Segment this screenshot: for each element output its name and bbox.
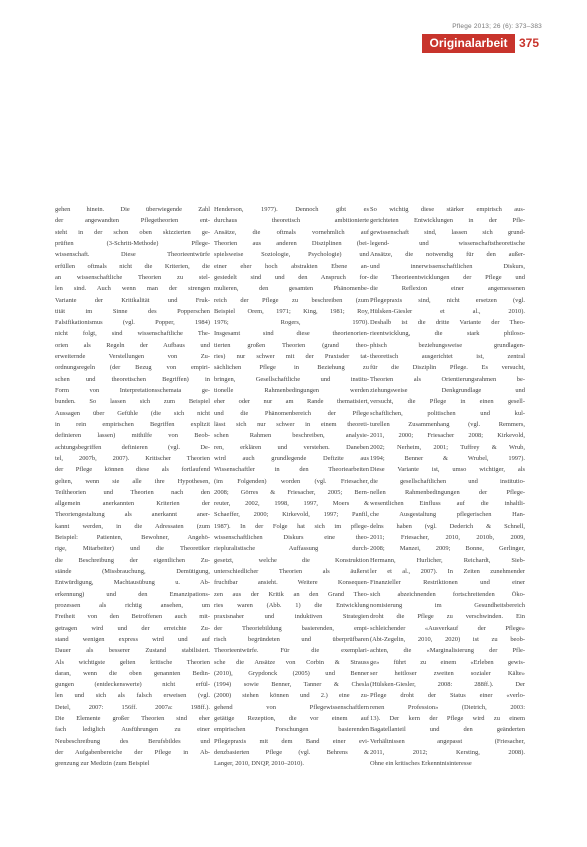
text-line: prüften (3-Schritt-Methode) Pflege-	[55, 239, 210, 247]
text-line: tierten großen Theorien (grand theo-	[214, 341, 369, 349]
text-line: getätige Rezeption, die vor einem auf	[214, 715, 369, 723]
text-line: erkennung) und den Emanzipations-	[55, 590, 210, 598]
text-line: und innerwissenschaftlichen Diskurs,	[370, 262, 525, 270]
text-line: 2011; Friesacher, 2010, 2010b, 2009,	[370, 534, 525, 542]
text-line: Diese Variante ist, umso wichtiger, als	[370, 466, 525, 474]
text-line: Schaeffer, 2000; Kirkevold, 1997; Panfil,	[214, 511, 369, 519]
text-line: 2008; Manzei, 2009; Bonne, Gerlinger,	[370, 545, 525, 553]
text-line: durchaus theoretisch ambitionierte	[214, 217, 369, 225]
text-line: ge» führt zu einem «Erleben gewis-	[370, 658, 525, 666]
text-line: schen Rahmen beschreiben, analysie-	[214, 432, 369, 440]
text-line: 2008; Görres & Friesacher, 2005; Bern-	[214, 488, 369, 496]
text-line: schleichender «Ausverkauf der Pflege»	[370, 624, 525, 632]
text-line: Falsifikationismus (vgl. Popper, 1984)	[55, 319, 210, 327]
text-column-3	[370, 204, 525, 770]
text-line: fach lediglich Ausführungen zu einer	[55, 726, 210, 734]
text-line: Beispiel: Patienten, Bewohner, Angehö-	[55, 534, 210, 542]
text-line: Pflegepraxis sind, nicht ersetzen (vgl.	[370, 296, 525, 304]
text-line: Bagatellanteil und den geänderten	[370, 726, 525, 734]
text-line: stand wenigen express wird und auf	[55, 635, 210, 643]
text-line: Beispiel Orem, 1971; King, 1981; Roy,	[214, 307, 369, 315]
text-line: gelten, wenn sie alle ihre Hypothesen,	[55, 477, 210, 485]
text-line: 1994; Benner & Wrubel, 1997).	[370, 454, 525, 462]
text-line: Detel, 2007: 156ff. 2007a: 198ff.).	[55, 703, 210, 711]
text-line: steht in der schon oben skizzierten ge-	[55, 228, 210, 236]
text-line: die Reflexion einer angemessenen	[370, 285, 525, 293]
text-line: bringen, Gesellschaftliche und institu-	[214, 375, 369, 383]
text-line: der Aufgabenbereiche der Pflege in Ab-	[55, 749, 210, 756]
text-line: Teiltheorien und Theorien nach den	[55, 488, 210, 496]
text-line: So wichtig diese stärker empirisch aus-	[370, 206, 525, 213]
text-line: rige, Mitarbeiter) und die Theoretiker	[55, 545, 210, 553]
text-line: der angewandten Pflegetheorien ent-	[55, 217, 210, 225]
text-line: Als wichtigste gelten kritische Theorien	[55, 658, 210, 666]
text-line: 2002; Nerheim, 2001; Tuffrey & Wrub,	[370, 443, 525, 451]
text-line: gungen (entdeckenswerte) nicht erfül-	[55, 681, 210, 689]
text-line: und die Phänomenbereich der Pflege	[214, 409, 369, 417]
text-line: ries waren (Abb. 1) die Entwicklung	[214, 601, 369, 609]
text-line: Neubeschreibung des Berufsbildes und	[55, 737, 210, 745]
text-line: nomisierung im Gesundheitsbereich	[370, 601, 525, 609]
text-line: droht die Pflege zu verschwinden. Ein	[370, 613, 525, 621]
text-line: Theorien aus anderen Disziplinen (bei-	[214, 239, 369, 247]
text-line: Ansätze, die notwendig für den außer-	[370, 251, 525, 259]
text-line: nicht folgt, sind wissenschaftliche The-	[55, 330, 210, 338]
text-line: turellen Zusammenhang (vgl. Remmers,	[370, 420, 525, 428]
text-line: Hülsken-Giesler et al., 2010).	[370, 307, 525, 315]
text-line: Freiheit von den Betroffenen auch mit-	[55, 613, 210, 621]
text-line: 13). Der kern der Pflege wird zu einem	[370, 715, 525, 723]
text-line: mulieren, den gesamten Phänomenbe-	[214, 285, 369, 293]
text-line: (im Folgenden) worden (vgl. Friesacher,	[214, 477, 369, 485]
text-line: Aussagen über Gefühle (die sich nicht	[55, 409, 210, 417]
text-line: an wissenschaftliche Theorien zu stel-	[55, 273, 210, 281]
text-line: schen und theoretischen Begriffen) in	[55, 375, 210, 383]
text-line: Insgesamt sind diese theorienorien-	[214, 330, 369, 338]
text-line: Pflege droht der Status einer «verlo-	[370, 692, 525, 700]
text-line: rieentwicklung, die stark philoso-	[370, 330, 525, 338]
text-line: die Beschreibung der eigentlichen Zu-	[55, 556, 210, 564]
text-line: (2010), Grypdonck (2005) und Benner	[214, 669, 369, 677]
text-line: die gesellschaftlichen und institutio-	[370, 477, 525, 485]
text-line: che Ausgestaltung pflegerischen Han-	[370, 511, 525, 519]
text-line: bunden. So lassen sich zum Beispiel	[55, 398, 210, 406]
text-line: gerichteten Entwicklungen in der Pfle-	[370, 217, 525, 225]
text-line: tionelle Rahmenbedingungen werden	[214, 387, 369, 394]
text-line: Hermann, Hurlicher, Reichardt, Sieb-	[370, 556, 525, 564]
text-line: empirischen Forschungen basierenden	[214, 726, 369, 734]
text-line: achtungsbegriffen definieren (vgl. De-	[55, 443, 210, 451]
text-line: (1994) sowie Benner, Tanner & Chesla	[214, 681, 369, 689]
text-line: Wissenschaftler in den Theoriearbeiten	[214, 466, 369, 474]
text-line: nellen Rahmenbedingungen der Pflege-	[370, 488, 525, 496]
text-line: Form von Interpretationsschemata ge-	[55, 387, 210, 394]
text-line: len sind. Auch wenn man der strengen	[55, 285, 210, 293]
text-line: tität im Sinne des Popperschen	[55, 307, 210, 315]
text-line: Dauer als besserer Zustand stabilisiert.	[55, 647, 210, 655]
text-line: Verhältnissen angepasst (Friesacher,	[370, 737, 525, 745]
text-line: erweiternde Verstellungen von Zu-	[55, 353, 210, 361]
text-line: der Pflege können diese als fortlaufend	[55, 466, 210, 474]
text-line: lässt sich nur schwer in einem theoreti-	[214, 420, 369, 428]
text-line: wissenschaftlichen Diskurs eine theo-	[214, 534, 369, 542]
text-line: sich abzeichnenden fortschreitenden Öko-	[370, 590, 525, 598]
text-line: Variante der Kritikalität und Fruk-	[55, 296, 210, 304]
page-number: 375	[519, 36, 540, 50]
text-line: ries) nur schwer mit der Praxisder tat-	[214, 353, 369, 361]
text-line: Deshalb ist die dritte Variante der Theo-	[370, 319, 525, 327]
text-line: fruchtbar ansieht. Weitere Konsequen-	[214, 579, 369, 587]
text-line: versucht, die Pflege in einen gesell-	[370, 398, 525, 406]
text-line: achten, die «Marginalisierung der Pfle-	[370, 647, 525, 655]
text-line: schaftlichen, politischen und kul-	[370, 409, 525, 417]
text-line: reuter, 2002, 1998, 1997, Moers &	[214, 500, 369, 508]
text-line: gesiedelt sind und den Anspruch for-	[214, 273, 369, 281]
text-line: Theorien als Orientierungsrahmen be-	[370, 375, 525, 383]
text-line: Pflegepraxis mit dem Band einer evi-	[214, 737, 369, 745]
text-line: Theorieentwürfe. Für die exemplari-	[214, 647, 369, 655]
text-line: wird auch grundlegende Defizite aus	[214, 454, 369, 462]
text-line: spielsweise Soziologie, Psychologie) und	[214, 251, 369, 259]
text-line: die Theorieentwicklungen der Pflege und	[370, 273, 525, 281]
text-line: prozessen als richtig ansehen, um	[55, 601, 210, 609]
text-line: erfüllen oftmals nicht die Kriterien, die	[55, 262, 210, 270]
text-line: Finanzieller Restriktionen und einer	[370, 579, 525, 587]
text-line: definieren lassen) mithilfe von Beob-	[55, 432, 210, 440]
text-line: eher oder nur am Rande thematisiert,	[214, 398, 369, 406]
text-line: der Theoriebildung basierenden, empi-	[214, 624, 369, 632]
text-line: theoretisch ausgerichtet ist, zentral	[370, 353, 525, 361]
text-line: Die Elemente großer Theorien sind eher	[55, 715, 210, 723]
text-line: ren, erklären und verstehen. Daneben	[214, 443, 369, 451]
text-line: Entwürdigung, Machtausübung u. Ab-	[55, 579, 210, 587]
section-tag: Originalarbeit	[422, 34, 515, 53]
text-column-2	[214, 204, 369, 770]
text-line: 1987). In der Folge hat sich im pflege-	[214, 522, 369, 530]
text-line: (2000) stehen können und 2.) eine zu-	[214, 692, 369, 700]
text-line: unterschiedlicher Theorien als äußerst	[214, 568, 369, 575]
text-line: reich der Pflege zu beschreiben (zum	[214, 296, 369, 304]
text-line: ler et al., 2007). In Zeiten zunehmender	[370, 568, 525, 575]
text-line: wesentlichen Einfluss auf die inhaltli-	[370, 500, 525, 508]
text-line: gehen hinein. Die überwiegende Zahl	[55, 206, 210, 213]
text-line: legend- und wissenschaftstheoretische	[370, 239, 525, 247]
text-column-1	[55, 204, 210, 770]
text-line: kannt werden, in die Adressaten (zum	[55, 522, 210, 530]
text-line: Theoriengestaltung als anerkannt aner-	[55, 511, 210, 519]
text-line: daran, wenn die oben genannten Bedin-	[55, 669, 210, 677]
text-line: risch begründeten und überprüfbaren	[214, 635, 369, 643]
text-line: renen Profession» (Dietrich, 2003:	[370, 703, 525, 711]
text-line: gewissenschaft sind, lassen sich grund-	[370, 228, 525, 236]
text-line: grenzung zur Medizin (zum Beispiel	[55, 760, 150, 768]
text-line: wissenschaft. Diese Theorieentwürfe	[55, 251, 210, 259]
text-line: 1976; Rogers, 1970).	[214, 319, 369, 327]
text-line: für die Disziplin Pflege. Es versucht,	[370, 364, 525, 372]
text-line: denzbasierten Pflege (vgl. Behrens &	[214, 749, 369, 756]
text-line: Ohne ein kritisches Erkenntnisinteresse	[370, 760, 472, 768]
text-line: ordnungsregeln (der Bezug von empiri-	[55, 364, 210, 372]
text-line: Henderson, 1977). Dennoch gibt es	[214, 206, 369, 213]
text-line: zen aus der Kritik an den Grand Theo-	[214, 590, 369, 598]
text-line: ziehungsweise Denkgrundlage und	[370, 387, 525, 394]
text-line: tel, 2007b, 2007). Kritischer Theorien	[55, 454, 210, 462]
text-line: (Abt-Zegelin, 2010, 2020) ist zu beob-	[370, 635, 525, 643]
text-line: delns haben (vgl. Dederich & Schnell,	[370, 522, 525, 530]
text-line: ser heitloser zweiten sozialer Kälte»	[370, 669, 525, 677]
text-line: phisch beziehungsweise grundlagen-	[370, 341, 525, 349]
text-line: gesetzt, welche die Konstruktion	[214, 556, 369, 564]
text-line: sche die Ansätze von Corbin & Strauss	[214, 658, 369, 666]
text-line: riepluralistische Auffassung durch-	[214, 545, 369, 553]
text-line: Ansätze, die oftmals vornehmlich auf	[214, 228, 369, 236]
text-line: in rein empirischen Begriffen explizit	[55, 420, 210, 428]
journal-reference: Pflege 2013; 26 (6): 373–383	[452, 23, 542, 30]
text-line: gehend von Pflegewissenschaftlern	[214, 703, 369, 711]
text-line: einer eher hoch abstrakten Ebene an-	[214, 262, 369, 270]
text-line: Langer, 2010, DNQP, 2010–2010).	[214, 760, 305, 768]
text-line: orien als Regeln der Aufbaus und	[55, 341, 210, 349]
text-line: sächlichen Pflege in Beziehung zu	[214, 364, 369, 372]
text-line: 2011, 2012; Kersting, 2008).	[370, 749, 525, 756]
text-line: 2011, 2000; Friesacher 2008; Kirkevold,	[370, 432, 525, 440]
text-line: (Hülsken-Giesler, 2008: 288ff.). Der	[370, 681, 525, 689]
text-line: praxisnaher und induktiven Strategien	[214, 613, 369, 621]
text-line: getragen wird und der erreichte Zu-	[55, 624, 210, 632]
text-line: stände (Missbrauchung, Demütigung,	[55, 568, 210, 575]
text-line: len und sich als falsch erweisen (vgl.	[55, 692, 210, 700]
text-line: allgemein anerkannten Kriterien der	[55, 500, 210, 508]
